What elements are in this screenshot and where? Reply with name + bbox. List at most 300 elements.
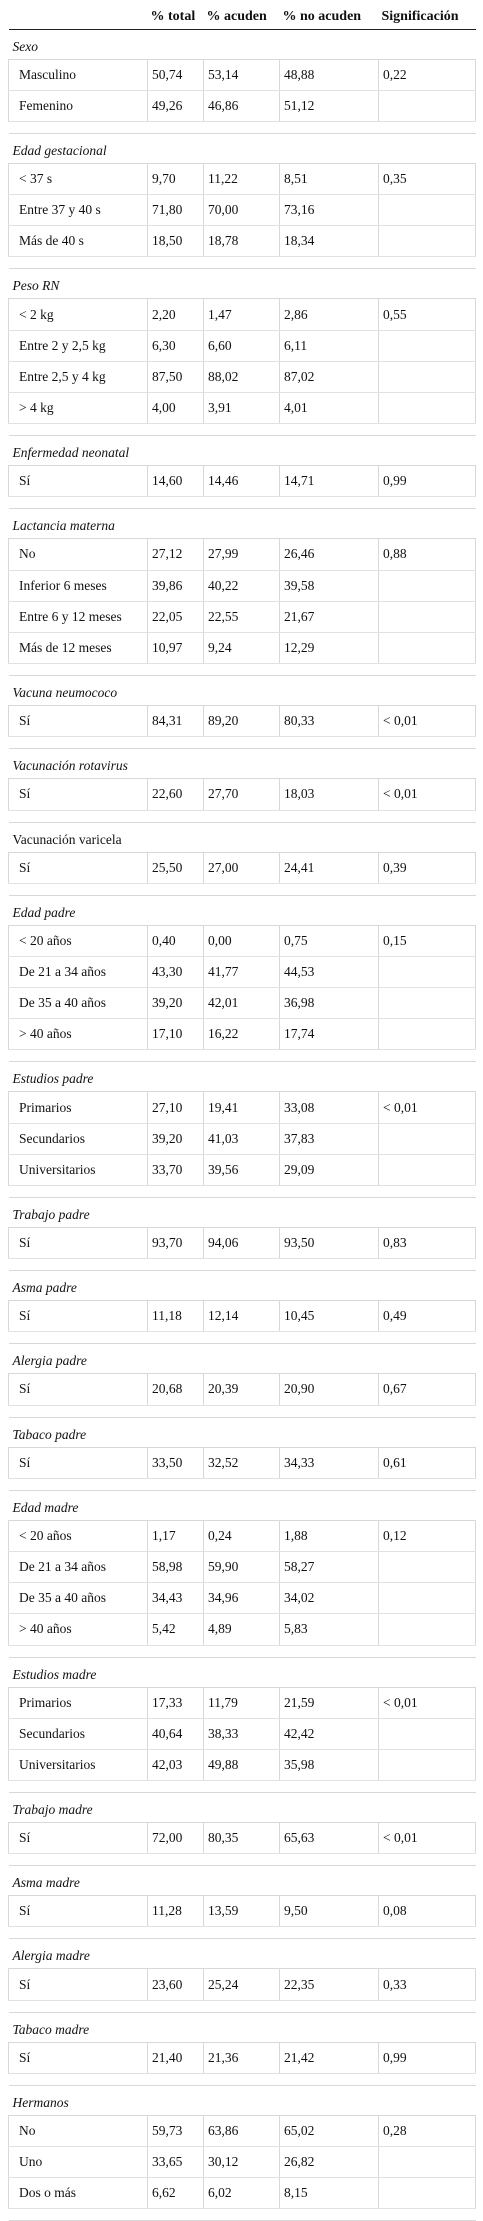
table-row — [9, 988, 476, 1019]
spacer-cell — [9, 121, 476, 133]
cell-significacion — [379, 601, 476, 632]
cell-total: 18,50 — [148, 226, 204, 257]
cell-acuden: 13,59 — [204, 1896, 280, 1927]
cell-acuden: 40,22 — [204, 570, 280, 601]
table-row — [9, 570, 476, 601]
row-label: Primarios — [9, 1092, 148, 1123]
row-label: No — [9, 2115, 148, 2146]
cell-acuden: 11,79 — [204, 1687, 280, 1718]
cell-significacion — [379, 1583, 476, 1614]
section-header-row — [9, 676, 476, 706]
section-header-row — [9, 1490, 476, 1520]
cell-no-acuden: 4,01 — [280, 393, 379, 424]
spacer-cell — [9, 810, 476, 822]
section-header-row — [9, 1793, 476, 1823]
row-label: Masculino — [9, 59, 148, 90]
cell-no-acuden: 21,42 — [280, 2042, 379, 2073]
cell-significacion: 0,83 — [379, 1228, 476, 1259]
cell-acuden: 32,52 — [204, 1447, 280, 1478]
row-label: < 20 años — [9, 1520, 148, 1551]
cell-acuden: 9,24 — [204, 632, 280, 663]
row-label: Entre 2,5 y 4 kg — [9, 361, 148, 392]
cell-significacion — [379, 1154, 476, 1185]
cell-total: 93,70 — [148, 1228, 204, 1259]
cell-total: 39,20 — [148, 988, 204, 1019]
section-header-row — [9, 1417, 476, 1447]
table-row — [9, 163, 476, 194]
section-spacer — [9, 497, 476, 509]
section-spacer — [9, 1050, 476, 1062]
cell-total: 71,80 — [148, 195, 204, 226]
spacer-cell — [9, 1405, 476, 1417]
table-row — [9, 1687, 476, 1718]
cell-total: 34,43 — [148, 1583, 204, 1614]
cell-acuden: 20,39 — [204, 1374, 280, 1405]
section-spacer — [9, 883, 476, 895]
row-label: < 2 kg — [9, 299, 148, 330]
table-row — [9, 1969, 476, 2000]
cell-acuden: 59,90 — [204, 1551, 280, 1582]
row-label: Secundarios — [9, 1718, 148, 1749]
spacer-cell — [9, 883, 476, 895]
cell-total: 5,42 — [148, 1614, 204, 1645]
cell-significacion: < 0,01 — [379, 779, 476, 810]
cell-significacion — [379, 1123, 476, 1154]
section-title: Vacuna neumococo — [9, 676, 476, 706]
cell-significacion — [379, 956, 476, 987]
row-label: > 40 años — [9, 1019, 148, 1050]
cell-acuden: 6,60 — [204, 330, 280, 361]
cell-significacion: 0,22 — [379, 59, 476, 90]
section-header-row — [9, 895, 476, 925]
cell-significacion — [379, 988, 476, 1019]
cell-total: 33,65 — [148, 2147, 204, 2178]
cell-no-acuden: 18,34 — [280, 226, 379, 257]
row-label: Inferior 6 meses — [9, 570, 148, 601]
cell-no-acuden: 34,33 — [280, 1447, 379, 1478]
cell-significacion: 0,08 — [379, 1896, 476, 1927]
section-spacer — [9, 257, 476, 269]
table-row — [9, 2042, 476, 2073]
section-header-row — [9, 269, 476, 299]
cell-significacion: 0,99 — [379, 2042, 476, 2073]
section-title: Alergia padre — [9, 1344, 476, 1374]
spacer-cell — [9, 1478, 476, 1490]
cell-total: 58,98 — [148, 1551, 204, 1582]
header-variable — [9, 6, 148, 29]
cell-total: 6,62 — [148, 2178, 204, 2209]
cell-total: 49,26 — [148, 90, 204, 121]
section-spacer — [9, 1927, 476, 1939]
row-label: Sí — [9, 1823, 148, 1854]
cell-significacion — [379, 1551, 476, 1582]
section-header-row — [9, 2085, 476, 2115]
cell-significacion — [379, 330, 476, 361]
cell-no-acuden: 26,82 — [280, 2147, 379, 2178]
cell-no-acuden: 73,16 — [280, 195, 379, 226]
row-label: Dos o más — [9, 2178, 148, 2209]
cell-significacion: 0,28 — [379, 2115, 476, 2146]
cell-no-acuden: 9,50 — [280, 1896, 379, 1927]
cell-total: 27,10 — [148, 1092, 204, 1123]
table-row — [9, 361, 476, 392]
cell-total: 25,50 — [148, 852, 204, 883]
cell-significacion: 0,88 — [379, 539, 476, 570]
cell-acuden: 4,89 — [204, 1614, 280, 1645]
spacer-cell — [9, 737, 476, 749]
section-spacer — [9, 2073, 476, 2085]
row-label: De 21 a 34 años — [9, 956, 148, 987]
cell-total: 4,00 — [148, 393, 204, 424]
cell-acuden: 16,22 — [204, 1019, 280, 1050]
cell-significacion — [379, 570, 476, 601]
cell-no-acuden: 35,98 — [280, 1749, 379, 1780]
results-table-container — [8, 6, 475, 2221]
table-row — [9, 2115, 476, 2146]
section-title: Trabajo padre — [9, 1198, 476, 1228]
cell-significacion — [379, 2178, 476, 2209]
table-row — [9, 632, 476, 663]
row-label: < 20 años — [9, 925, 148, 956]
cell-no-acuden: 44,53 — [280, 956, 379, 987]
cell-significacion: 0,99 — [379, 466, 476, 497]
table-row — [9, 2147, 476, 2178]
row-label: > 40 años — [9, 1614, 148, 1645]
cell-no-acuden: 39,58 — [280, 570, 379, 601]
section-header-row — [9, 1271, 476, 1301]
spacer-cell — [9, 1050, 476, 1062]
section-title: Vacunación varicela — [9, 822, 476, 852]
section-title: Edad madre — [9, 1490, 476, 1520]
cell-total: 50,74 — [148, 59, 204, 90]
row-label: Entre 37 y 40 s — [9, 195, 148, 226]
row-label: Universitarios — [9, 1749, 148, 1780]
section-spacer — [9, 1854, 476, 1866]
section-title: Edad gestacional — [9, 133, 476, 163]
cell-acuden: 53,14 — [204, 59, 280, 90]
table-row — [9, 1520, 476, 1551]
row-label: Sí — [9, 1896, 148, 1927]
cell-no-acuden: 33,08 — [280, 1092, 379, 1123]
table-row — [9, 1374, 476, 1405]
cell-total: 0,40 — [148, 925, 204, 956]
spacer-cell — [9, 1332, 476, 1344]
cell-acuden: 89,20 — [204, 706, 280, 737]
section-title: Alergia madre — [9, 1939, 476, 1969]
cell-significacion — [379, 90, 476, 121]
cell-acuden: 27,70 — [204, 779, 280, 810]
row-label: Sí — [9, 706, 148, 737]
section-title: Tabaco madre — [9, 2012, 476, 2042]
cell-significacion — [379, 1718, 476, 1749]
section-title: Estudios padre — [9, 1062, 476, 1092]
table-row — [9, 956, 476, 987]
row-label: Sí — [9, 779, 148, 810]
row-label: No — [9, 539, 148, 570]
cell-significacion: 0,15 — [379, 925, 476, 956]
section-header-row — [9, 29, 476, 59]
table-row — [9, 779, 476, 810]
cell-acuden: 25,24 — [204, 1969, 280, 2000]
cell-no-acuden: 14,71 — [280, 466, 379, 497]
cell-acuden: 34,96 — [204, 1583, 280, 1614]
section-header-row — [9, 436, 476, 466]
row-label: Universitarios — [9, 1154, 148, 1185]
cell-acuden: 88,02 — [204, 361, 280, 392]
cell-acuden: 38,33 — [204, 1718, 280, 1749]
cell-total: 21,40 — [148, 2042, 204, 2073]
section-spacer — [9, 664, 476, 676]
section-title: Sexo — [9, 29, 476, 59]
table-row — [9, 226, 476, 257]
row-label: Secundarios — [9, 1123, 148, 1154]
cell-total: 40,64 — [148, 1718, 204, 1749]
cell-no-acuden: 24,41 — [280, 852, 379, 883]
cell-acuden: 12,14 — [204, 1301, 280, 1332]
cell-total: 1,17 — [148, 1520, 204, 1551]
spacer-cell — [9, 424, 476, 436]
cell-no-acuden: 65,63 — [280, 1823, 379, 1854]
cell-total: 59,73 — [148, 2115, 204, 2146]
section-spacer — [9, 2209, 476, 2221]
cell-acuden: 27,99 — [204, 539, 280, 570]
section-spacer — [9, 424, 476, 436]
cell-total: 43,30 — [148, 956, 204, 987]
cell-acuden: 27,00 — [204, 852, 280, 883]
row-label: Entre 6 y 12 meses — [9, 601, 148, 632]
cell-acuden: 41,77 — [204, 956, 280, 987]
header-total: % total — [148, 6, 204, 29]
cell-no-acuden: 80,33 — [280, 706, 379, 737]
cell-no-acuden: 87,02 — [280, 361, 379, 392]
section-spacer — [9, 1405, 476, 1417]
section-header-row — [9, 133, 476, 163]
cell-no-acuden: 42,42 — [280, 1718, 379, 1749]
cell-no-acuden: 58,27 — [280, 1551, 379, 1582]
section-title: Hermanos — [9, 2085, 476, 2115]
cell-acuden: 46,86 — [204, 90, 280, 121]
spacer-cell — [9, 1927, 476, 1939]
cell-acuden: 1,47 — [204, 299, 280, 330]
section-header-row — [9, 1344, 476, 1374]
cell-significacion — [379, 1614, 476, 1645]
table-row — [9, 852, 476, 883]
cell-no-acuden: 93,50 — [280, 1228, 379, 1259]
cell-acuden: 49,88 — [204, 1749, 280, 1780]
section-header-row — [9, 509, 476, 539]
row-label: Sí — [9, 1228, 148, 1259]
table-row — [9, 601, 476, 632]
table-row — [9, 1301, 476, 1332]
table-header-row — [9, 6, 476, 29]
table-row — [9, 393, 476, 424]
row-label: Sí — [9, 1447, 148, 1478]
cell-no-acuden: 21,59 — [280, 1687, 379, 1718]
cell-no-acuden: 8,15 — [280, 2178, 379, 2209]
cell-total: 9,70 — [148, 163, 204, 194]
row-label: De 35 a 40 años — [9, 988, 148, 1019]
row-label: Entre 2 y 2,5 kg — [9, 330, 148, 361]
cell-no-acuden: 34,02 — [280, 1583, 379, 1614]
cell-significacion: 0,35 — [379, 163, 476, 194]
section-spacer — [9, 1478, 476, 1490]
section-spacer — [9, 1332, 476, 1344]
cell-total: 2,20 — [148, 299, 204, 330]
table-row — [9, 195, 476, 226]
cell-significacion: < 0,01 — [379, 706, 476, 737]
cell-total: 33,50 — [148, 1447, 204, 1478]
row-label: Más de 40 s — [9, 226, 148, 257]
spacer-cell — [9, 1259, 476, 1271]
cell-no-acuden: 1,88 — [280, 1520, 379, 1551]
cell-no-acuden: 36,98 — [280, 988, 379, 1019]
row-label: Femenino — [9, 90, 148, 121]
section-title: Asma padre — [9, 1271, 476, 1301]
section-title: Enfermedad neonatal — [9, 436, 476, 466]
table-row — [9, 925, 476, 956]
table-row — [9, 466, 476, 497]
cell-no-acuden: 65,02 — [280, 2115, 379, 2146]
cell-significacion: < 0,01 — [379, 1823, 476, 1854]
cell-total: 11,28 — [148, 1896, 204, 1927]
row-label: De 35 a 40 años — [9, 1583, 148, 1614]
row-label: Sí — [9, 466, 148, 497]
cell-total: 6,30 — [148, 330, 204, 361]
cell-acuden: 94,06 — [204, 1228, 280, 1259]
cell-no-acuden: 6,11 — [280, 330, 379, 361]
cell-total: 14,60 — [148, 466, 204, 497]
spacer-cell — [9, 497, 476, 509]
cell-significacion — [379, 2147, 476, 2178]
cell-total: 17,10 — [148, 1019, 204, 1050]
cell-acuden: 18,78 — [204, 226, 280, 257]
cell-acuden: 70,00 — [204, 195, 280, 226]
table-row — [9, 706, 476, 737]
section-title: Estudios madre — [9, 1657, 476, 1687]
cell-no-acuden: 10,45 — [280, 1301, 379, 1332]
cell-significacion: < 0,01 — [379, 1687, 476, 1718]
row-label: Sí — [9, 1301, 148, 1332]
header-acuden: % acuden — [204, 6, 280, 29]
cell-total: 42,03 — [148, 1749, 204, 1780]
cell-acuden: 0,24 — [204, 1520, 280, 1551]
cell-no-acuden: 18,03 — [280, 779, 379, 810]
spacer-cell — [9, 664, 476, 676]
cell-acuden: 3,91 — [204, 393, 280, 424]
cell-no-acuden: 48,88 — [280, 59, 379, 90]
section-header-row — [9, 1062, 476, 1092]
section-spacer — [9, 737, 476, 749]
table-row — [9, 2178, 476, 2209]
cell-total: 39,20 — [148, 1123, 204, 1154]
cell-no-acuden: 37,83 — [280, 1123, 379, 1154]
section-header-row — [9, 1657, 476, 1687]
table-row — [9, 1896, 476, 1927]
section-header-row — [9, 749, 476, 779]
spacer-cell — [9, 1186, 476, 1198]
cell-total: 72,00 — [148, 1823, 204, 1854]
table-row — [9, 1551, 476, 1582]
results-table — [8, 6, 476, 2221]
section-spacer — [9, 2000, 476, 2012]
cell-no-acuden: 22,35 — [280, 1969, 379, 2000]
section-header-row — [9, 822, 476, 852]
cell-total: 20,68 — [148, 1374, 204, 1405]
table-body — [9, 29, 476, 2221]
cell-no-acuden: 21,67 — [280, 601, 379, 632]
cell-no-acuden: 20,90 — [280, 1374, 379, 1405]
cell-no-acuden: 26,46 — [280, 539, 379, 570]
cell-significacion: 0,39 — [379, 852, 476, 883]
table-row — [9, 539, 476, 570]
section-spacer — [9, 1186, 476, 1198]
cell-acuden: 19,41 — [204, 1092, 280, 1123]
cell-no-acuden: 8,51 — [280, 163, 379, 194]
section-title: Vacunación rotavirus — [9, 749, 476, 779]
row-label: > 4 kg — [9, 393, 148, 424]
table-row — [9, 1092, 476, 1123]
cell-acuden: 0,00 — [204, 925, 280, 956]
row-label: Sí — [9, 1374, 148, 1405]
table-row — [9, 90, 476, 121]
cell-significacion: 0,67 — [379, 1374, 476, 1405]
spacer-cell — [9, 1645, 476, 1657]
cell-significacion — [379, 632, 476, 663]
cell-acuden: 39,56 — [204, 1154, 280, 1185]
cell-total: 27,12 — [148, 539, 204, 570]
cell-no-acuden: 51,12 — [280, 90, 379, 121]
section-header-row — [9, 1198, 476, 1228]
cell-significacion — [379, 195, 476, 226]
spacer-cell — [9, 1854, 476, 1866]
section-title: Tabaco padre — [9, 1417, 476, 1447]
cell-significacion: 0,55 — [379, 299, 476, 330]
cell-no-acuden: 12,29 — [280, 632, 379, 663]
cell-total: 22,05 — [148, 601, 204, 632]
cell-acuden: 30,12 — [204, 2147, 280, 2178]
cell-significacion — [379, 1019, 476, 1050]
cell-significacion — [379, 1749, 476, 1780]
cell-acuden: 21,36 — [204, 2042, 280, 2073]
table-row — [9, 299, 476, 330]
header-no-acuden: % no acuden — [280, 6, 379, 29]
row-label: Sí — [9, 852, 148, 883]
cell-total: 10,97 — [148, 632, 204, 663]
table-row — [9, 1447, 476, 1478]
cell-acuden: 42,01 — [204, 988, 280, 1019]
section-header-row — [9, 1939, 476, 1969]
table-row — [9, 1718, 476, 1749]
spacer-cell — [9, 2000, 476, 2012]
cell-total: 22,60 — [148, 779, 204, 810]
cell-significacion: < 0,01 — [379, 1092, 476, 1123]
spacer-cell — [9, 257, 476, 269]
table-row — [9, 1123, 476, 1154]
cell-significacion — [379, 226, 476, 257]
table-row — [9, 1823, 476, 1854]
cell-acuden: 63,86 — [204, 2115, 280, 2146]
cell-no-acuden: 17,74 — [280, 1019, 379, 1050]
spacer-cell — [9, 1781, 476, 1793]
section-title: Edad padre — [9, 895, 476, 925]
row-label: Sí — [9, 1969, 148, 2000]
cell-significacion — [379, 361, 476, 392]
cell-total: 23,60 — [148, 1969, 204, 2000]
cell-total: 87,50 — [148, 361, 204, 392]
cell-acuden: 11,22 — [204, 163, 280, 194]
table-row — [9, 330, 476, 361]
cell-no-acuden: 29,09 — [280, 1154, 379, 1185]
